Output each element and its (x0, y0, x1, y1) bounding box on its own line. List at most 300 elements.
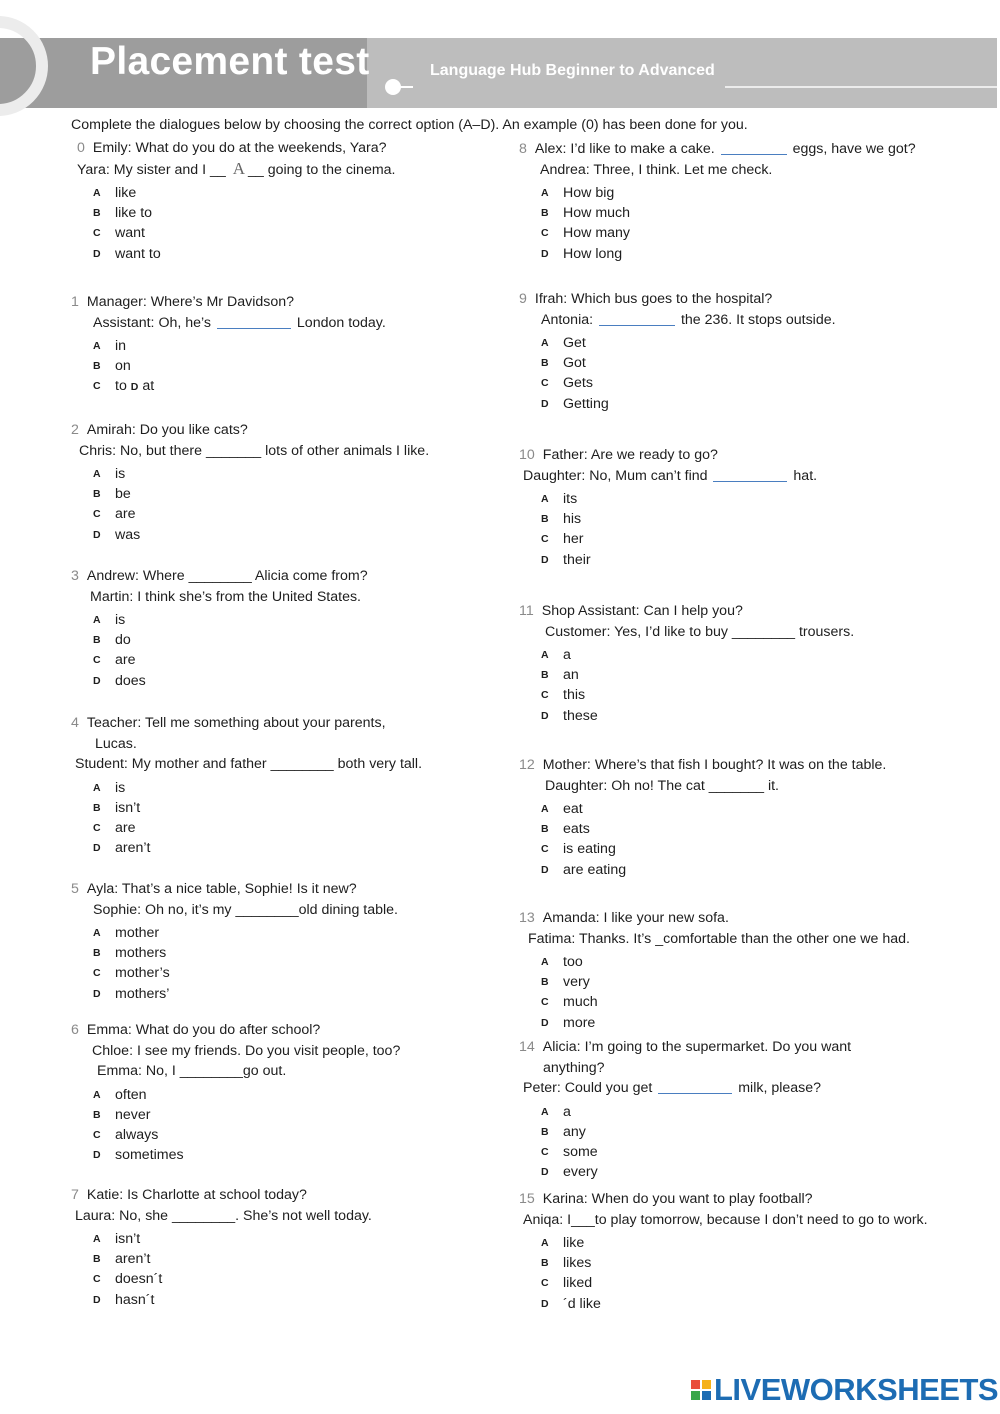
question-line (71, 900, 398, 921)
option-text: is (115, 612, 126, 628)
option-text: to (115, 378, 131, 395)
option-letter: B (93, 1108, 101, 1121)
option-text: a (563, 1103, 571, 1120)
option-text: mothers’ (115, 985, 170, 1002)
dialogue-text: Andrea: Three, I think. Let me check. (540, 161, 773, 178)
option-a[interactable] (541, 333, 836, 353)
dialogue-text: Daughter: No, Mum can’t find (523, 467, 712, 484)
dialogue-text: Student: My mother and father ________ both very tall. (75, 756, 423, 772)
question-line (519, 755, 886, 776)
dialogue-text: London today. (292, 314, 386, 331)
option-a[interactable] (541, 645, 854, 665)
question-3 (71, 566, 368, 691)
option-letter: A (93, 468, 101, 480)
option-text: its (563, 491, 578, 507)
option-letter: A (541, 493, 549, 505)
dialogue-text: Customer: Yes, I’d like to buy ________ trousers. (545, 623, 855, 640)
option-letter: A (541, 1237, 549, 1249)
dialogue-text: Manager: Where’s Mr Davidson? (86, 294, 295, 310)
question-line (519, 310, 836, 331)
option-b[interactable] (541, 1253, 928, 1273)
question-number: 9 (519, 291, 527, 307)
option-list (519, 799, 886, 880)
option-a[interactable] (93, 1229, 372, 1249)
option-text: be (115, 486, 131, 503)
question-line (71, 566, 368, 587)
option-c[interactable] (93, 223, 396, 243)
question-5 (71, 879, 398, 1004)
option-text: too (563, 954, 583, 970)
dialogue-text: Katie: Is Charlotte at school today? (86, 1187, 307, 1203)
option-letter: C (93, 380, 101, 393)
dialogue-text: Peter: Could you get (523, 1080, 657, 1096)
dialogue-text: Sophie: Oh no, it’s my ________old dining table. (93, 901, 398, 918)
option-text: like (115, 185, 137, 201)
question-line (519, 1078, 851, 1099)
option-text: are (115, 652, 136, 669)
option-letter: A (541, 649, 549, 661)
option-letter: B (93, 360, 101, 373)
answer-blank[interactable] (721, 139, 787, 155)
option-a[interactable] (93, 464, 429, 484)
option-text: like to (115, 205, 153, 222)
option-list (71, 464, 429, 545)
option-text: mother (115, 925, 160, 941)
question-line (519, 908, 910, 929)
option-letter: D (93, 528, 101, 541)
option-text: always (115, 1126, 159, 1143)
question-line (71, 1020, 400, 1041)
dialogue-text: Teacher: Tell me something about your parents, (86, 715, 386, 731)
option-b[interactable] (541, 665, 854, 685)
option-letter: A (93, 927, 101, 939)
option-letter: D (541, 1166, 549, 1179)
option-text: sometimes (115, 1147, 184, 1164)
option-letter: D (541, 1016, 549, 1029)
question-line (519, 139, 916, 160)
option-letter: B (93, 488, 101, 501)
option-c[interactable] (93, 504, 429, 524)
dialogue-text: eggs, have we got? (788, 141, 916, 157)
question-number: 4 (71, 715, 79, 731)
question-number: 13 (519, 910, 535, 926)
header-rule (725, 86, 997, 88)
option-text: at (138, 378, 155, 395)
question-2 (71, 420, 429, 545)
dialogue-text: milk, please? (734, 1080, 822, 1096)
question-9 (519, 289, 836, 414)
option-text: are (115, 819, 136, 836)
liveworksheets-logo (691, 1373, 998, 1407)
dialogue-text: Fatima: Thanks. It’s _comfortable than the other one we had. (528, 930, 910, 947)
option-c[interactable] (541, 373, 836, 393)
option-a[interactable] (93, 1085, 400, 1105)
option-a[interactable] (541, 952, 910, 972)
option-c[interactable] (541, 992, 910, 1012)
question-line (519, 1058, 851, 1079)
dialogue-text: Alicia: I’m going to the supermarket. Do you want (542, 1039, 852, 1055)
question-line (71, 138, 396, 159)
option-text: ´d like (563, 1295, 601, 1312)
option-a[interactable] (93, 610, 368, 630)
option-letter: B (93, 947, 101, 960)
option-d[interactable] (93, 1290, 372, 1310)
question-line (519, 776, 886, 797)
option-c[interactable] (541, 839, 886, 859)
option-letter: C (541, 533, 549, 546)
question-number: 3 (71, 568, 79, 584)
option-letter: D (93, 247, 101, 260)
option-a[interactable] (93, 336, 386, 356)
dialogue-text: Mother: Where’s that fish I bought? It was on the table. (542, 757, 887, 773)
question-number: 8 (519, 141, 527, 157)
option-letter: A (541, 803, 549, 815)
option-a[interactable] (541, 489, 817, 509)
option-letter: A (541, 337, 549, 349)
example-answer: A (232, 158, 245, 178)
option-text: their (563, 551, 591, 568)
option-letter: D (541, 397, 549, 410)
question-line (519, 1210, 928, 1231)
question-line (519, 601, 854, 622)
option-letter: C (541, 1145, 549, 1158)
question-number: 5 (71, 881, 79, 897)
option-text: want (115, 225, 145, 242)
option-text: is (115, 466, 126, 482)
option-d[interactable] (541, 1162, 851, 1182)
option-b[interactable] (93, 484, 429, 504)
option-letter: C (93, 1273, 101, 1286)
option-text: How many (563, 225, 631, 242)
option-list (519, 183, 916, 264)
option-c[interactable] (93, 376, 386, 396)
option-c[interactable] (93, 1125, 400, 1145)
option-letter: C (541, 377, 549, 390)
question-line (71, 1206, 372, 1227)
option-text: more (563, 1014, 596, 1031)
option-a[interactable] (93, 778, 422, 798)
dialogue-text: Ayla: That’s a nice table, Sophie! Is it new? (86, 881, 357, 897)
dialogue-text: Emma: What do you do after school? (86, 1022, 321, 1038)
option-letter: D (541, 1297, 549, 1310)
question-line (71, 734, 422, 755)
option-d[interactable] (541, 860, 886, 880)
option-c[interactable] (93, 963, 398, 983)
option-text: mothers (115, 945, 167, 962)
option-text: eat (563, 801, 583, 817)
option-letter: A (93, 1088, 101, 1101)
option-b[interactable] (541, 509, 817, 529)
option-text: do (115, 632, 131, 649)
option-letter: C (93, 1128, 101, 1141)
option-letter: D (541, 863, 549, 876)
option-a[interactable] (541, 1233, 928, 1253)
option-text: Got (563, 355, 586, 372)
question-11 (519, 601, 854, 726)
option-text: her (563, 531, 584, 548)
question-number: 11 (519, 603, 534, 619)
option-letter: B (541, 513, 549, 526)
dialogue-text: Karina: When do you want to play football? (542, 1191, 813, 1207)
question-number: 14 (519, 1039, 535, 1055)
question-number: 12 (519, 757, 535, 773)
option-letter: D (93, 674, 101, 687)
option-text: on (115, 358, 131, 375)
option-text: some (563, 1143, 598, 1160)
dialogue-text: Amanda: I like your new sofa. (542, 910, 729, 926)
option-letter: C (541, 689, 549, 702)
option-list (71, 1229, 372, 1310)
option-text: isn’t (115, 1231, 141, 1247)
question-line (519, 445, 817, 466)
option-c[interactable] (93, 818, 422, 838)
option-d[interactable] (93, 1145, 400, 1165)
option-b[interactable] (541, 1122, 851, 1142)
option-letter: B (541, 207, 549, 220)
option-list (519, 645, 854, 726)
dialogue-text: Lucas. (95, 735, 137, 752)
dialogue-text: Chris: No, but there _______ lots of other animals I like. (79, 442, 430, 459)
question-number: 10 (519, 447, 535, 463)
option-a[interactable] (541, 183, 916, 203)
option-d[interactable] (93, 838, 422, 858)
question-line (519, 622, 854, 643)
answer-blank[interactable] (217, 313, 291, 329)
option-letter: C (93, 821, 101, 834)
option-d[interactable] (541, 1294, 928, 1314)
header-dot-decoration (385, 79, 401, 95)
option-a[interactable] (93, 183, 396, 203)
option-a[interactable] (541, 799, 886, 819)
option-c[interactable] (93, 1269, 372, 1289)
option-d[interactable] (93, 984, 398, 1004)
question-6 (71, 1020, 400, 1165)
dialogue-text: Martin: I think she’s from the United States. (90, 588, 361, 605)
option-text: are (115, 506, 136, 523)
option-b[interactable] (541, 203, 916, 223)
dialogue-text: hat. (789, 467, 818, 484)
option-letter: B (541, 669, 549, 682)
option-text: any (563, 1123, 586, 1140)
option-b[interactable] (541, 353, 836, 373)
option-letter: B (541, 823, 549, 836)
option-text: How long (563, 245, 623, 262)
question-line (519, 1189, 928, 1210)
dialogue-text: Alex: I’d like to make a cake. (534, 141, 719, 157)
option-c[interactable] (93, 650, 368, 670)
option-letter: C (93, 227, 101, 240)
question-4 (71, 713, 422, 858)
option-b[interactable] (541, 819, 886, 839)
option-text: in (115, 338, 127, 354)
dialogue-text: anything? (543, 1059, 605, 1076)
dialogue-text: the 236. It stops outside. (677, 311, 836, 328)
option-list (519, 952, 910, 1033)
option-text: very (563, 974, 590, 991)
dialogue-text: Assistant: Oh, he’s (93, 314, 215, 331)
question-1 (71, 292, 386, 397)
option-letter: D (93, 1293, 101, 1306)
option-letter: C (541, 843, 549, 856)
page-subtitle: Language Hub Beginner to Advanced (430, 62, 715, 79)
question-14 (519, 1037, 851, 1182)
option-c[interactable] (541, 685, 854, 705)
page-header (0, 38, 997, 108)
option-b[interactable] (93, 943, 398, 963)
option-letter: C (541, 227, 549, 240)
option-text: often (115, 1086, 147, 1103)
option-c[interactable] (541, 1273, 928, 1293)
option-b[interactable] (541, 972, 910, 992)
option-letter: D (93, 842, 101, 855)
option-text: a (563, 647, 571, 663)
option-letter: A (541, 1105, 549, 1118)
option-letter: A (93, 614, 101, 626)
option-c[interactable] (541, 1142, 851, 1162)
option-list (71, 1085, 400, 1166)
dialogue-text: Laura: No, she ________. She’s not well today. (75, 1207, 372, 1224)
option-text: is (115, 779, 126, 796)
option-d[interactable] (541, 394, 836, 414)
option-text: much (563, 994, 598, 1011)
option-text: aren’t (115, 1251, 151, 1268)
option-list (71, 923, 398, 1004)
question-line (71, 587, 368, 608)
question-line (71, 1061, 400, 1082)
option-letter: D (93, 1149, 101, 1162)
dialogue-text: Chloe: I see my friends. Do you visit people, too? (92, 1042, 401, 1059)
option-list (519, 489, 817, 570)
dialogue-text: Amirah: Do you like cats? (86, 422, 248, 438)
option-letter: A (93, 1233, 101, 1245)
option-b[interactable] (93, 356, 386, 376)
option-b[interactable] (93, 1105, 400, 1125)
question-8 (519, 139, 916, 264)
option-letter: B (93, 1253, 101, 1266)
option-d[interactable] (93, 525, 429, 545)
option-letter: A (93, 781, 101, 794)
question-line (71, 292, 386, 313)
option-list (71, 183, 396, 264)
question-line (71, 159, 396, 181)
option-letter-inline: D (130, 381, 139, 394)
option-list (519, 333, 836, 414)
question-number: 2 (71, 422, 79, 438)
option-letter: C (93, 508, 101, 521)
dialogue-text: Ifrah: Which bus goes to the hospital? (534, 291, 773, 307)
option-b[interactable] (93, 203, 396, 223)
option-text: Gets (563, 375, 593, 392)
option-d[interactable] (541, 1013, 910, 1033)
option-list (71, 778, 422, 859)
question-line (519, 929, 910, 950)
question-line (71, 754, 422, 775)
option-text: these (563, 707, 598, 724)
question-line (71, 420, 429, 441)
option-d[interactable] (541, 706, 854, 726)
option-text: this (563, 687, 586, 704)
option-text: likes (563, 1255, 592, 1272)
answer-blank[interactable] (599, 310, 675, 326)
option-b[interactable] (93, 798, 422, 818)
dialogue-text: Father: Are we ready to go? (542, 447, 718, 463)
question-12 (519, 755, 886, 880)
option-a[interactable] (541, 1102, 851, 1122)
option-list (71, 610, 368, 691)
option-letter: B (541, 976, 549, 989)
dialogue-text: __ going to the cinema. (248, 161, 396, 178)
option-letter: B (541, 1257, 549, 1270)
answer-blank[interactable] (713, 466, 787, 482)
question-line (519, 289, 836, 310)
option-letter: B (541, 357, 549, 370)
option-letter: B (93, 801, 101, 814)
option-text: liked (563, 1275, 593, 1292)
option-c[interactable] (541, 529, 817, 549)
option-text: his (563, 511, 582, 528)
option-d[interactable] (93, 671, 368, 691)
question-10 (519, 445, 817, 570)
option-letter: D (93, 987, 101, 1000)
option-letter: D (541, 247, 549, 260)
option-text: Getting (563, 395, 609, 412)
dialogue-text: Antonia: (541, 311, 598, 328)
question-line (71, 313, 386, 334)
option-text: eats (563, 821, 590, 838)
question-line (71, 441, 429, 462)
dialogue-text: Andrew: Where ________ Alicia come from? (86, 568, 368, 584)
dialogue-text: Yara: My sister and I __ (77, 161, 230, 178)
question-number: 7 (71, 1187, 79, 1203)
question-number: 0 (77, 140, 85, 156)
option-list (71, 336, 386, 397)
option-text: is eating (563, 841, 616, 858)
question-7 (71, 1185, 372, 1310)
option-text: are eating (563, 861, 627, 878)
option-text: like (563, 1235, 585, 1251)
dialogue-text: Aniqa: I___to play tomorrow, because I don’t need to go to work. (523, 1211, 928, 1228)
question-line (519, 160, 916, 181)
option-text: does (115, 672, 146, 689)
option-text: want to (115, 245, 161, 262)
option-letter: A (93, 187, 101, 199)
option-text: isn’t (115, 799, 141, 816)
option-text: hasn´t (115, 1291, 155, 1308)
option-c[interactable] (541, 223, 916, 243)
option-text: How big (563, 185, 615, 201)
question-line (519, 1037, 851, 1058)
option-d[interactable] (541, 550, 817, 570)
option-a[interactable] (93, 923, 398, 943)
option-d[interactable] (93, 244, 396, 264)
question-number: 15 (519, 1191, 535, 1207)
option-text: never (115, 1106, 151, 1123)
question-13 (519, 908, 910, 1033)
option-letter: A (541, 956, 549, 968)
option-b[interactable] (93, 1249, 372, 1269)
option-text: every (563, 1164, 598, 1181)
dialogue-text: Emily: What do you do at the weekends, Yara? (92, 140, 387, 156)
answer-blank[interactable] (658, 1078, 732, 1094)
logo-cubes-icon (691, 1380, 711, 1400)
question-number: 6 (71, 1022, 79, 1038)
option-list (519, 1102, 851, 1183)
option-letter: C (93, 967, 101, 980)
question-number: 1 (71, 294, 79, 310)
option-d[interactable] (541, 244, 916, 264)
option-b[interactable] (93, 630, 368, 650)
page-title: Placement test (90, 40, 370, 83)
